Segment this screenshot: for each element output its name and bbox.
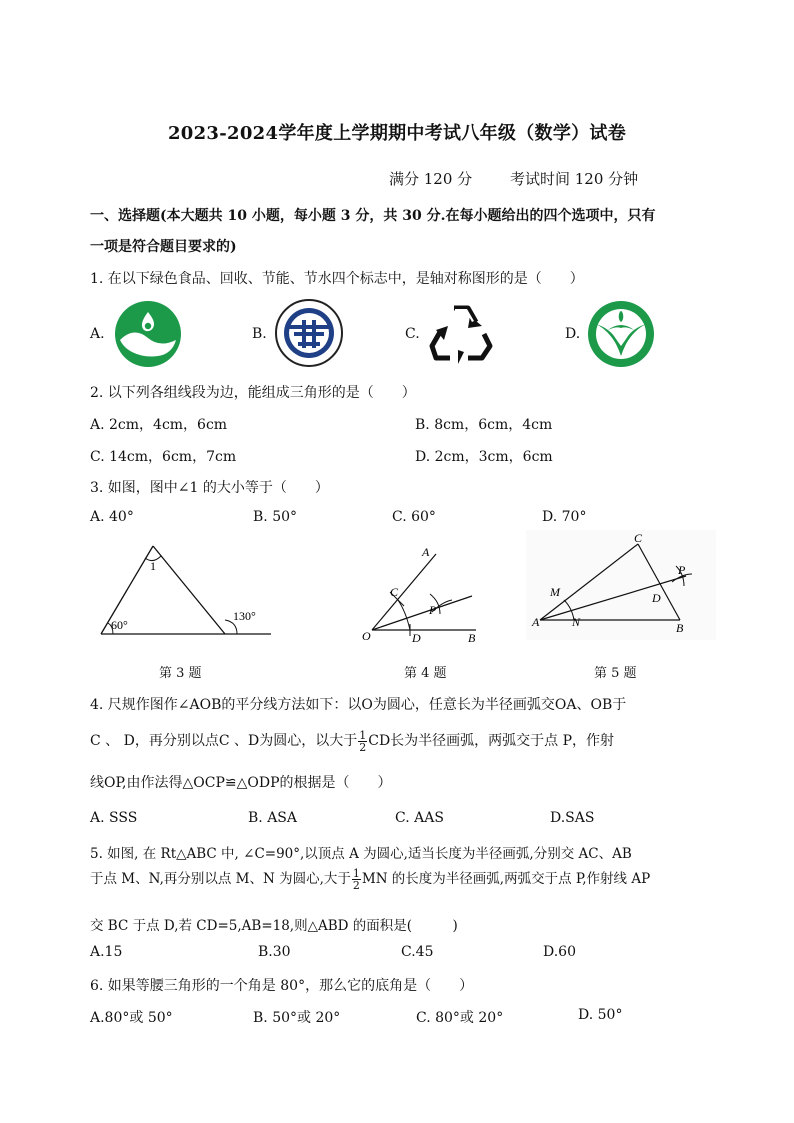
- q3-option-a: A. 40°: [90, 509, 134, 525]
- q4-line3: 线OP,由作法得△OCP≌△ODP的根据是（ ）: [90, 775, 392, 791]
- q3-stem: 3. 如图，图中∠1 的大小等于（ ）: [90, 480, 329, 496]
- q1-label-a: A.: [90, 326, 105, 342]
- q5-frac-num: 1: [352, 867, 360, 880]
- q4-line2: [90, 728, 614, 754]
- fig4-label-a: A: [422, 545, 430, 559]
- q3-option-d: D. 70°: [542, 509, 587, 525]
- figure-3-triangle: [95, 540, 275, 640]
- q4-option-b: B. ASA: [248, 810, 297, 826]
- q4-option-d: D.SAS: [550, 810, 595, 826]
- q4-option-a: A. SSS: [90, 810, 138, 826]
- q2-option-b: B. 8cm，6cm，4cm: [415, 417, 553, 433]
- fig4-label-o: O: [362, 629, 371, 643]
- fig5-label-d: D: [652, 591, 661, 605]
- q4-frac-den: 2: [359, 740, 367, 754]
- q6-option-d: D. 50°: [578, 1007, 623, 1023]
- fig4-caption: 第 4 题: [404, 666, 447, 681]
- q5-line3: 交 BC 于点 D,若 CD=5,AB=18,则△ABD 的面积是( ): [90, 918, 458, 934]
- fig5-label-n: N: [572, 615, 581, 629]
- figure-5-right-triangle: [526, 530, 716, 640]
- fig5-label-b: B: [676, 621, 684, 635]
- fig5-label-p: P: [678, 563, 686, 577]
- q2-stem: 2. 以下列各组线段为边，能组成三角形的是（ ）: [90, 385, 416, 401]
- fig5-label-m: M: [550, 585, 560, 599]
- fig5-caption: 第 5 题: [594, 666, 637, 681]
- q4-option-c: C. AAS: [395, 810, 444, 826]
- fig4-label-d: D: [412, 631, 421, 645]
- page-title: 2023-2024学年度上学期期中考试八年级（数学）试卷: [167, 123, 627, 144]
- q5-line1: 5. 如图, 在 Rt△ABC 中, ∠C=90°,以顶点 A 为圆心,适当长度为半径画弧,分别交 AC、AB: [90, 846, 632, 862]
- q5-frac-den: 2: [352, 879, 360, 892]
- q6-option-b: B. 50°或 20°: [253, 1010, 341, 1026]
- fig4-label-b: B: [468, 631, 476, 645]
- energy-saving-logo-icon: [274, 298, 344, 368]
- section-heading-line1: 一、选择题(本大题共 10 小题，每小题 3 分，共 30 分.在每小题给出的四个选项中，只有: [90, 208, 656, 224]
- q4-frac-num: 1: [359, 728, 367, 742]
- q2-option-c: C. 14cm，6cm，7cm: [90, 449, 237, 465]
- fig3-angle-130: 130°: [233, 609, 256, 623]
- q3-option-b: B. 50°: [253, 509, 298, 525]
- fig5-label-c: C: [634, 531, 643, 545]
- q6-option-c: C. 80°或 20°: [416, 1010, 504, 1026]
- q3-option-c: C. 60°: [392, 509, 436, 525]
- q2-option-d: D. 2cm，3cm，6cm: [415, 449, 553, 465]
- q5-option-d: D.60: [543, 944, 576, 960]
- q6-stem: 6. 如果等腰三角形的一个角是 80°，那么它的底角是（ ）: [90, 978, 474, 994]
- q5-line2-part-b: MN 的长度为半径画弧,两弧交于点 P,作射线 AP: [361, 871, 651, 887]
- green-food-logo-icon: [114, 300, 182, 368]
- fig3-angle-60: 60°: [111, 618, 128, 632]
- q5-line2-part-a: 于点 M、N,再分别以点 M、N 为圆心,大于: [90, 871, 351, 887]
- fig3-caption: 第 3 题: [159, 666, 202, 681]
- q4-line2-part-a: C 、 D，再分别以点C 、D为圆心，以大于: [90, 733, 358, 749]
- q4-line2-part-b: CD长为半径画弧，两弧交于点 P，作射: [368, 733, 615, 749]
- full-score: 满分 120 分: [389, 170, 473, 188]
- q1-label-b: B.: [252, 326, 267, 342]
- q5-option-b: B.30: [258, 944, 291, 960]
- fig5-label-a: A: [532, 615, 540, 629]
- water-saving-logo-icon: [586, 300, 656, 368]
- fig4-label-c: C: [390, 585, 399, 599]
- q1-label-c: C.: [405, 326, 420, 342]
- q1-stem: 1. 在以下绿色食品、回收、节能、节水四个标志中，是轴对称图形的是（ ）: [90, 271, 584, 287]
- q1-label-d: D.: [565, 326, 581, 342]
- fig3-angle-1: 1: [150, 559, 156, 573]
- recycle-logo-icon: [428, 300, 494, 364]
- q5-option-a: A.15: [90, 944, 123, 960]
- exam-time: 考试时间 120 分钟: [510, 170, 639, 188]
- q6-option-a: A.80°或 50°: [90, 1010, 173, 1026]
- q5-line2: [90, 866, 650, 892]
- q5-fraction: [352, 868, 361, 891]
- q4-line1: 4. 尺规作图作∠AOB的平分线方法如下：以O为圆心，任意长为半径画弧交OA、OB于: [90, 697, 627, 713]
- figure-4-angle-bisector: [360, 540, 490, 650]
- q2-option-a: A. 2cm，4cm，6cm: [90, 417, 228, 433]
- q5-option-c: C.45: [401, 944, 434, 960]
- fig4-label-p: P: [429, 603, 437, 617]
- section-heading-line2: 一项是符合题目要求的): [90, 239, 237, 255]
- q4-fraction: [358, 730, 367, 753]
